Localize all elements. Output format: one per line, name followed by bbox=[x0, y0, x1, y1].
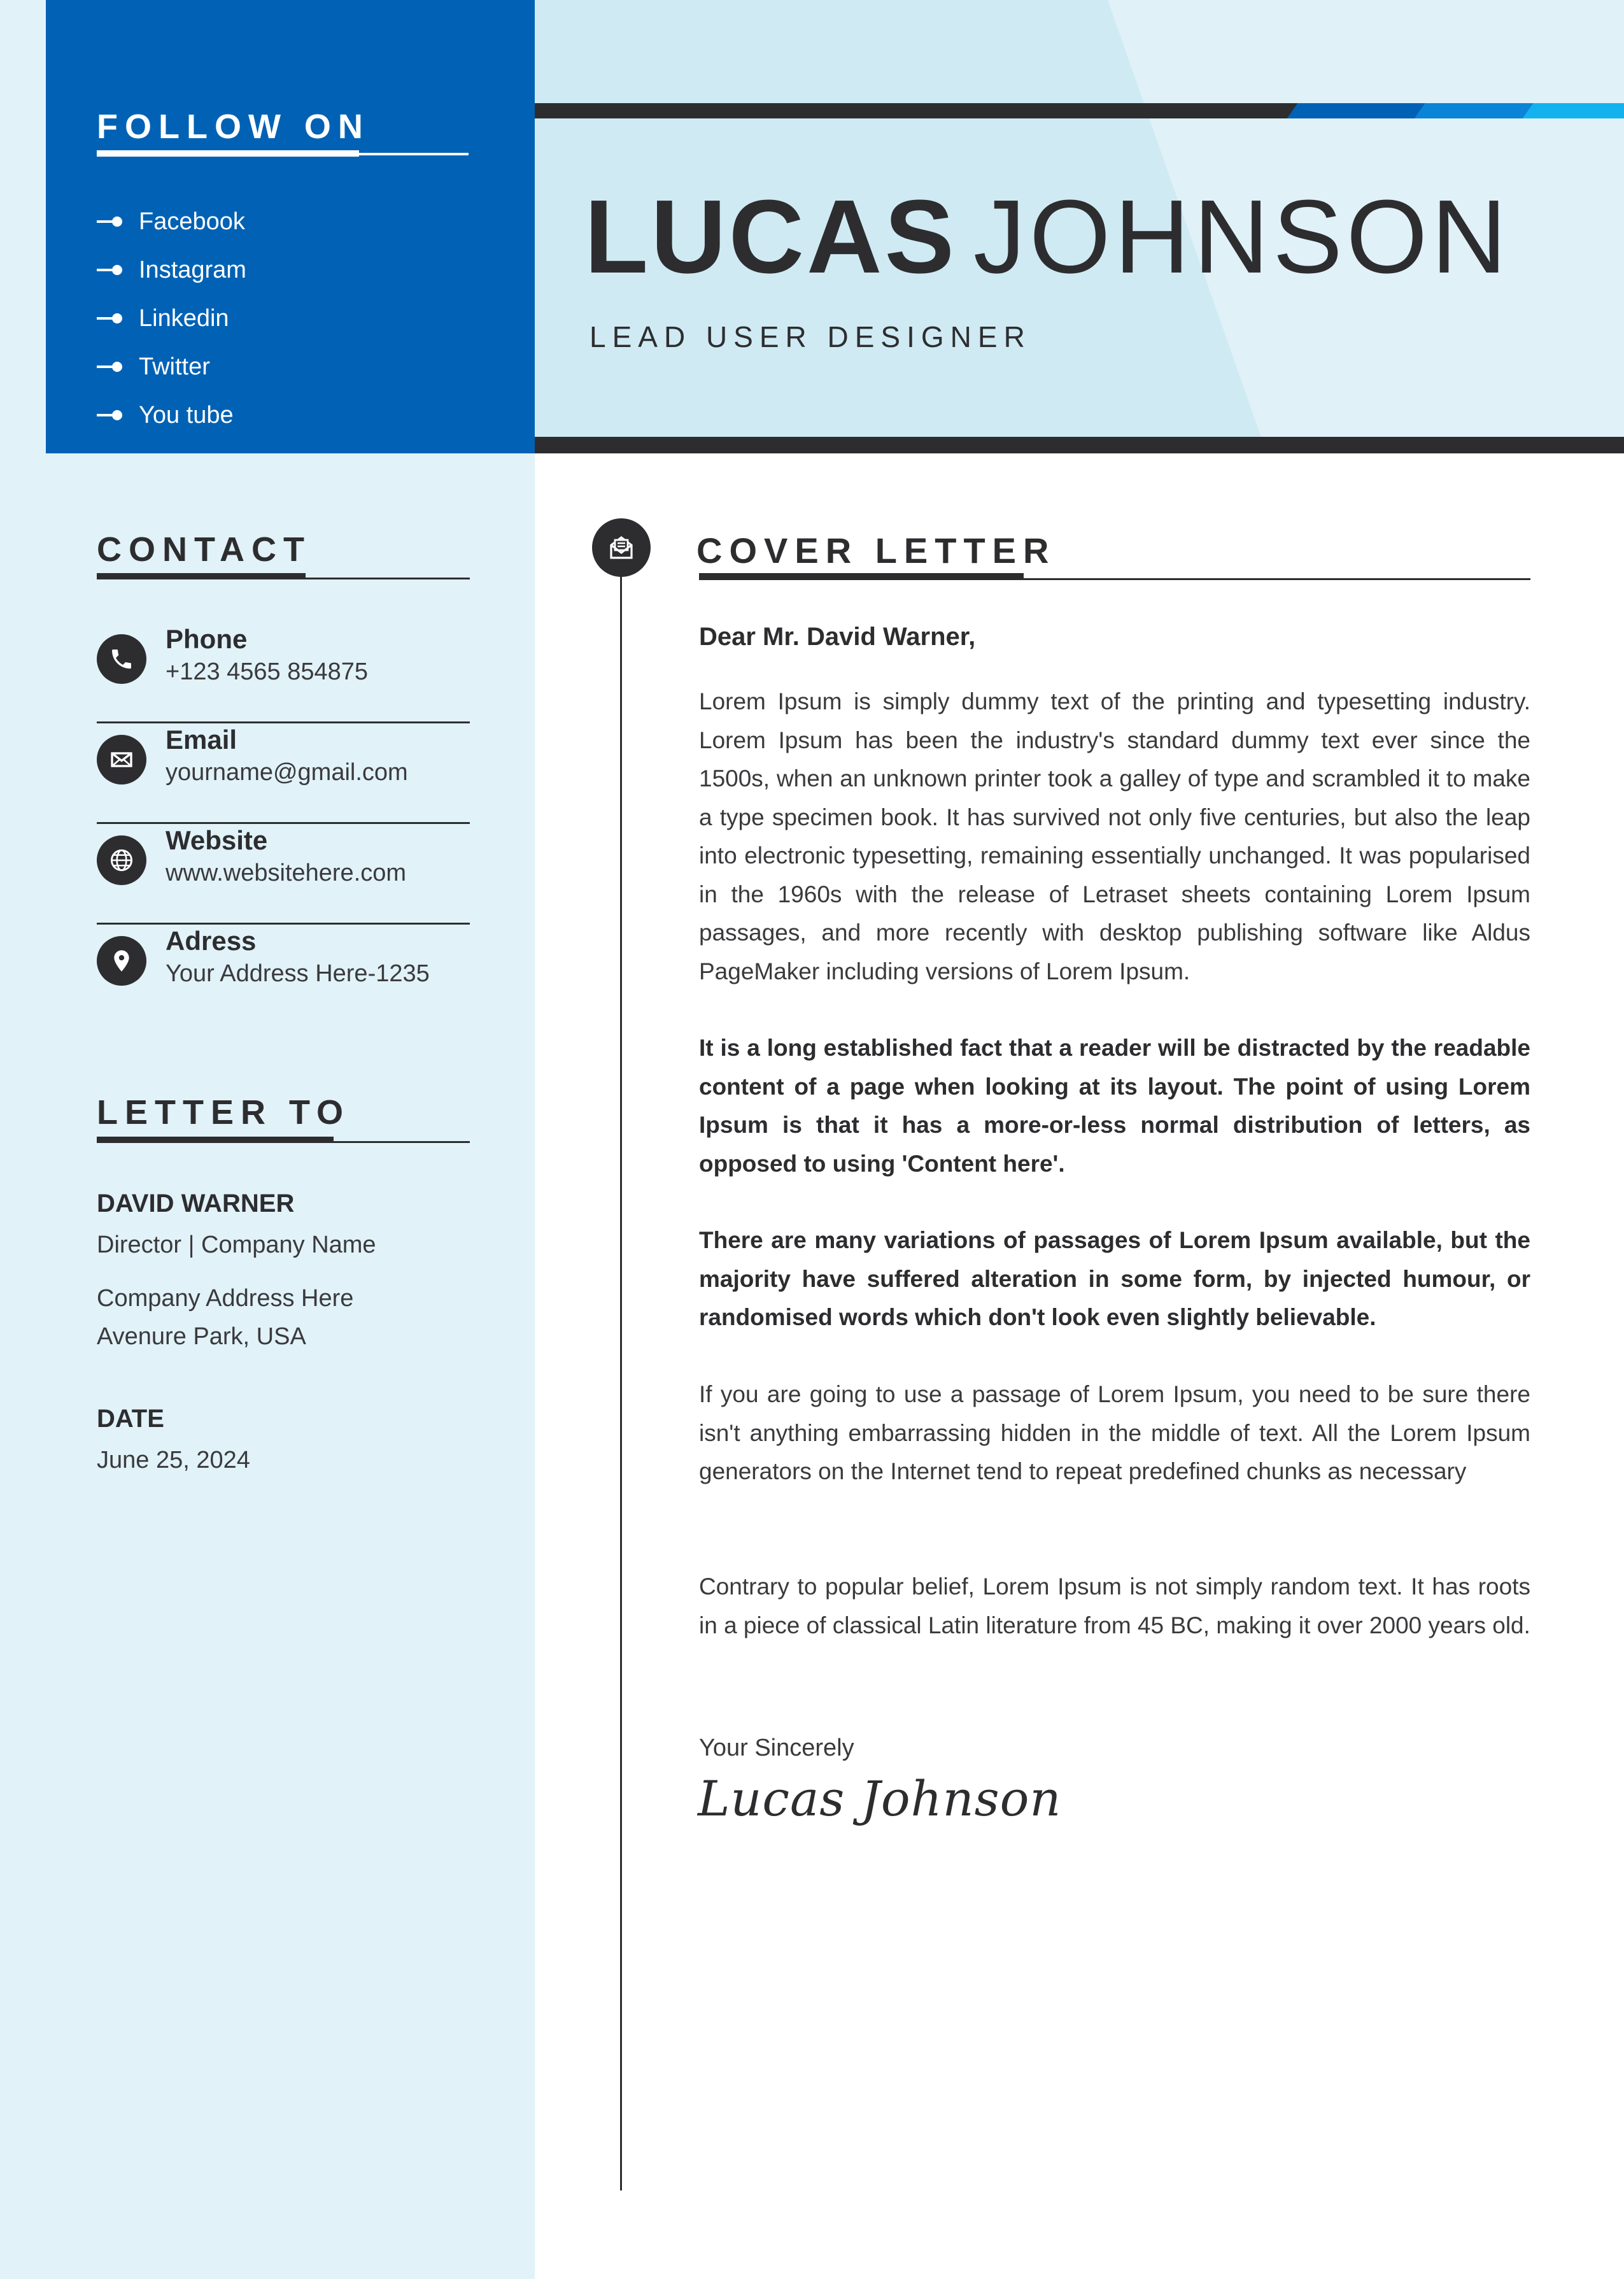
arrow-bullet-icon bbox=[97, 260, 122, 280]
contact-address-value: Your Address Here-1235 bbox=[166, 960, 430, 987]
follow-on-divider-accent bbox=[97, 150, 359, 157]
recipient-address-line-2: Avenure Park, USA bbox=[97, 1323, 306, 1350]
letter-paragraph: If you are going to use a passage of Lorem Ipsum, you need to be sure there isn't anything embarrassing hidden in the middle of text. All the Lorem Ipsum generators on the Internet tend to repeat predefined chunks as necessary bbox=[699, 1381, 1530, 1484]
contact-divider-accent bbox=[97, 573, 306, 579]
contact-title: CONTACT bbox=[97, 530, 311, 569]
date-label: DATE bbox=[97, 1405, 164, 1433]
social-link-label: Twitter bbox=[139, 353, 210, 380]
contact-phone-value[interactable]: +123 4565 854875 bbox=[166, 658, 369, 685]
social-link-twitter[interactable] bbox=[97, 343, 246, 391]
letter-to-title: LETTER TO bbox=[97, 1093, 351, 1132]
social-link-label: Instagram bbox=[139, 256, 246, 283]
letter-paragraph: Lorem Ipsum is simply dummy text of the printing and typesetting industry. Lorem Ipsum has been the industry's standard dummy text ever since the 1500s, when an unknown printer took a galley of type and scrambled it to make a type specimen book. It has survived not only five centuries, but also the leap into electronic typesetting, remaining essentially unchanged. It was popularised in the 1960s with the release of Letraset sheets containing Lorem Ipsum passages, and more recently with desktop publishing software like Aldus PageMaker including versions of Lorem Ipsum. bbox=[699, 688, 1530, 984]
globe-icon bbox=[97, 835, 146, 885]
contact-address-label: Adress bbox=[166, 926, 257, 956]
contact-phone-label: Phone bbox=[166, 624, 248, 654]
contact-website-label: Website bbox=[166, 825, 268, 855]
contact-phone bbox=[97, 623, 470, 723]
follow-on-panel bbox=[46, 0, 535, 453]
letter-to-divider-accent bbox=[97, 1137, 334, 1143]
cover-letter-divider-accent bbox=[699, 573, 1024, 580]
letter-icon bbox=[592, 518, 651, 577]
first-name: LUCAS bbox=[584, 178, 957, 295]
letter-paragraph: There are many variations of passages of Lorem Ipsum available, but the majority have suffered alteration in some form, by injected humour, or randomised words which don't look even slightly believable. bbox=[699, 1227, 1530, 1330]
location-pin-icon bbox=[97, 936, 146, 986]
contact-email-value[interactable]: yourname@gmail.com bbox=[166, 759, 408, 786]
social-link-label: Linkedin bbox=[139, 304, 229, 332]
last-name: JOHNSON bbox=[973, 178, 1511, 295]
timeline-line bbox=[620, 573, 622, 2190]
phone-icon bbox=[97, 634, 146, 684]
social-link-facebook[interactable] bbox=[97, 197, 246, 246]
header-accent-stripe bbox=[1415, 103, 1540, 118]
social-link-linkedin[interactable] bbox=[97, 294, 246, 343]
job-title: LEAD USER DESIGNER bbox=[590, 320, 1031, 353]
letter-paragraph: Contrary to popular belief, Lorem Ipsum is not simply random text. It has roots in a piece of classical Latin literature from 45 BC, making it over 2000 years old. bbox=[699, 1573, 1530, 1638]
social-link-label: Facebook bbox=[139, 208, 245, 235]
follow-on-title: FOLLOW ON bbox=[97, 108, 370, 146]
salutation: Dear Mr. David Warner, bbox=[699, 623, 976, 651]
social-link-instagram[interactable] bbox=[97, 246, 246, 294]
contact-email bbox=[97, 723, 470, 824]
contact-email-label: Email bbox=[166, 725, 237, 755]
header-accent-stripe bbox=[1523, 103, 1624, 118]
envelope-icon bbox=[97, 735, 146, 785]
letter-paragraph: It is a long established fact that a reader will be distracted by the readable content of a page when looking at its layout. The point of using Lorem Ipsum is that it has a more-or-less normal distribution of letters, as opposed to using 'Content here'. bbox=[699, 1035, 1530, 1177]
social-link-youtube[interactable] bbox=[97, 391, 246, 439]
header-accent-stripe bbox=[1287, 103, 1425, 118]
cover-letter-title: COVER LETTER bbox=[696, 530, 1056, 571]
date-value: June 25, 2024 bbox=[97, 1447, 250, 1473]
contact-address bbox=[97, 925, 470, 1025]
social-link-label: You tube bbox=[139, 401, 234, 429]
contact-website-value[interactable]: www.websitehere.com bbox=[166, 860, 407, 886]
recipient-address-line-1: Company Address Here bbox=[97, 1285, 354, 1312]
signature: Lucas Johnson bbox=[698, 1770, 1062, 1827]
arrow-bullet-icon bbox=[97, 406, 122, 425]
arrow-bullet-icon bbox=[97, 309, 122, 328]
recipient-name: DAVID WARNER bbox=[97, 1189, 295, 1218]
closing-line: Your Sincerely bbox=[699, 1735, 854, 1761]
arrow-bullet-icon bbox=[97, 212, 122, 231]
candidate-name bbox=[584, 178, 1511, 295]
header-bottom-bar bbox=[535, 437, 1624, 453]
contact-website bbox=[97, 824, 470, 925]
arrow-bullet-icon bbox=[97, 357, 122, 376]
recipient-role: Director | Company Name bbox=[97, 1232, 376, 1258]
social-links bbox=[97, 197, 246, 439]
